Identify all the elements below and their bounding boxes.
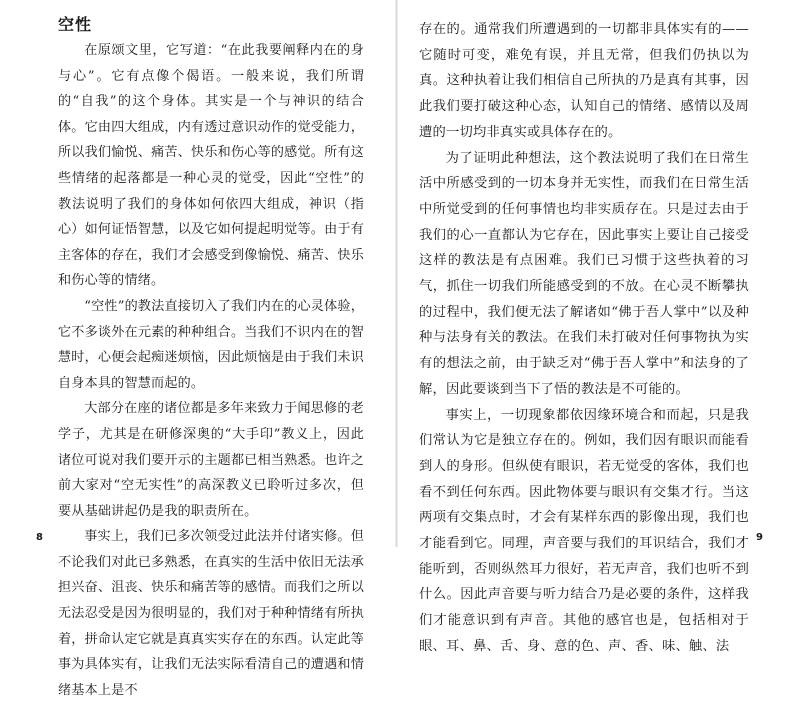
right-page	[397, 0, 793, 654]
paragraph: “空性”的教法直接切入了我们内在的心灵体验，它不多谈外在元素的种种组合。当我们不识内在的智慧时，心便会起痴迷烦恼，因此烦恼是由于我们未识自身本具的智慧而起的。	[58, 298, 364, 391]
page-number: 8	[36, 532, 43, 543]
right-text-block	[419, 17, 749, 660]
paragraph: 事实上，我们已多次领受过此法并付诸实修。但不论我们对此已多熟悉，在真实的生活中依旧无法承担兴奋、沮丧、快乐和痛苦等的感情。而我们之所以无法忍受是因为很明显的，我们对于种种情绪有所执着，拼命认定它就是真真实实存在的东西。认定此等事为具体实有，让我们无法实际看清自己的遭遇和情绪基本上是不	[58, 529, 364, 698]
paragraph: 为了证明此种想法，这个教法说明了我们在日常生活中所感受到的一切本身并无实性，而我们在日常生活中所觉受到的任何事情也均非实质存在。只是过去由于我们的心一直都认为它存在，因此事实上要让自己接受这样的教法是有点困难。我们已习惯于这些执着的习气，抓住一切我们所能感受到的不放。在心灵不断攀执的过程中，我们便无法了解诸如“佛于吾人掌中”以及种种与法身有关的教法。在我们未打破对任何事物执为实有的想法之前，由于缺乏对“佛于吾人掌中”和法身的了解，因此要谈到当下了悟的教法是不可能的。	[419, 150, 749, 397]
paragraph-continued: 存在的。通常我们所遭遇到的一切都非具体实有的——它随时可变，难免有误，并且无常，但我们仍执以为真。这种执着让我们相信自己所执的乃是真有其事，因此我们要打破这种心态，认知自己的情绪、感情以及周遭的一切均非真实或具体存在的。	[419, 22, 749, 140]
section-title: 空性	[58, 15, 93, 34]
left-page	[0, 0, 396, 698]
page-number: 9	[756, 532, 763, 543]
paragraph: 在原颂文里，它写道：“在此我要阐释内在的身与心”。它有点像个偈语。一般来说，我们所谓的“自我”的这个身体。其实是一个与神识的结合体。它由四大组成，内有透过意识动作的觉受能力，所以我们愉悦、痛苦、快乐和伤心等的感觉。所有这些情绪的起落都是一种心灵的觉受，因此“空性”的教法说明了我们的身体如何依四大组成，神识（指心）如何证悟智慧，以及它如何提起明觉等。由于有主客体的存在，我们才会感受到像愉悦、痛苦、快乐和伤心等的情绪。	[58, 43, 364, 289]
paragraph: 大部分在座的诸位都是多年来致力于闻思修的老学子，尤其是在研修深奥的“大手印”教义上，因此诸位可说对我们要开示的主题都已相当熟悉。也许之前大家对“空无实性”的高深教义已聆听过多次，但要从基础讲起仍是我的职责所在。	[58, 401, 364, 519]
left-text-block	[58, 14, 364, 703]
paragraph: 事实上，一切现象都依因缘环境合和而起，只是我们常认为它是独立存在的。例如，我们因有眼识而能看到人的身形。但纵使有眼识，若无觉受的客体，我们也看不到任何东西。因此物体要与眼识有交集才行。当这两项有交集点时，才会有某样东西的影像出现，我们也才能看到它。同理，声音要与我们的耳识结合，我们才能听到，否则纵然耳力很好，若无声音，我们也听不到什么。因此声音要与听力结合乃是必要的条件，这样我们才能意识到有声音。其他的感官也是，包括相对于眼、耳、鼻、舌、身、意的色、声、香、味、触、法	[419, 407, 749, 654]
